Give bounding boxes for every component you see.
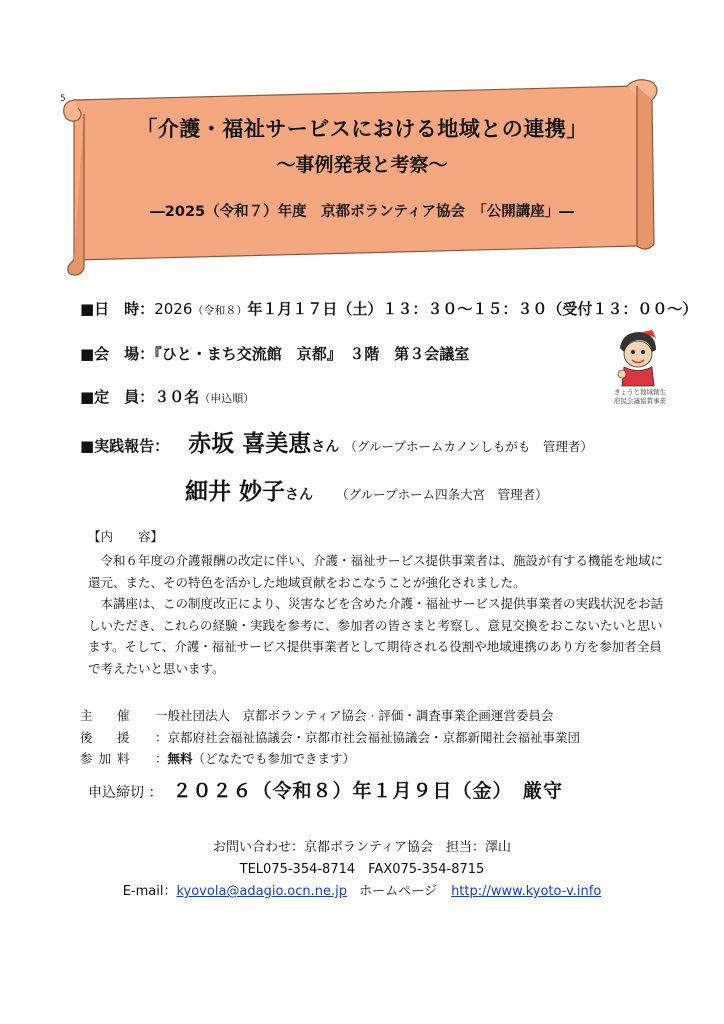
page-number: 5: [60, 94, 66, 104]
host-row: [80, 706, 553, 724]
mascot-caption-line2: 府民会議協賛事業: [614, 397, 666, 405]
contact-line3: [0, 880, 724, 899]
reporters-label: ■実践報告：: [80, 437, 170, 455]
content-paragraph: 令和６年度の介護報酬の改定に伴い、介護・福祉サービス提供事業者は、施設が有する機能を地域に還元、また、その特色を活かした地域貢献をおこなうことが強化されました。: [88, 553, 664, 590]
venue-value: 『ひと・まち交流館 京都』 ３階 第３会議室: [154, 345, 470, 363]
fee-note: （どなたでも参加できます）: [192, 751, 356, 766]
venue-row: [80, 343, 469, 364]
capacity-row: [80, 386, 254, 407]
event-title: 「介護・福祉サービスにおける地域との連携」: [136, 117, 588, 141]
fee-label: 参加料: [80, 751, 136, 766]
support-row: [80, 728, 580, 746]
host-label: 主 催: [80, 708, 136, 723]
fee-row: [80, 749, 355, 767]
fee-value: 無料: [167, 751, 193, 766]
deadline-value: ２０２６（令和８）年１月９日（金） 厳守: [172, 780, 563, 802]
contact-line1: お問い合わせ：京都ボランティア協会 担当：澤山: [213, 840, 511, 855]
content-heading: 【内 容】: [88, 529, 164, 544]
content-paragraph: 本講座は、この制度改正により、災害などを含めた介護・福祉サービス提供事業者の実践状況をお話しいただき、これらの経験・実践を参考に、参加者の皆さまと考察し、意見交換をおこないたいと思います。そして、介護・福祉サービス提供事業者として期待される役割や地域連携のあり方を参加者全員で考えたいと思います。: [88, 596, 664, 676]
scroll-shape: [62, 78, 662, 278]
deadline-label: 申込締切 ：: [88, 785, 163, 801]
reporter-row-1: [80, 425, 593, 458]
date-label: ■日 時：: [80, 300, 155, 318]
mascot-caption: [600, 388, 680, 406]
reporter-name: 細井 妙子: [185, 479, 286, 505]
reporter-honorific: さん: [285, 487, 314, 503]
capacity-note: （申込順）: [199, 392, 255, 405]
event-subtitle: ～事例発表と考察～: [276, 154, 448, 176]
reporter-row-2: [185, 473, 548, 506]
reporter-affiliation: （グループホーム四条大宮 管理者）: [336, 487, 548, 502]
event-series: ―2025（令和７）年度 京都ボランティア協会 「公開講座」―: [150, 204, 574, 220]
support-value: ：京都府社会福祉協議会・京都市社会福祉協議会・京都新聞社会福祉事業団: [155, 730, 581, 745]
date-value: 年１月１７日（土）１３：３０～１５：３０（受付１３：００～）: [247, 300, 698, 318]
content-body: [88, 550, 668, 679]
mascot-icon: [612, 330, 662, 390]
host-value: 一般社団法人 京都ボランティア協会 · 評価・調査事業企画運営委員会: [155, 708, 554, 723]
capacity-value: ３０名: [154, 388, 200, 406]
venue-label: ■会 場：: [80, 345, 155, 363]
capacity-label: ■定 員：: [80, 388, 155, 406]
email-link[interactable]: kyovola@adagio.ocn.ne.jp: [176, 884, 348, 899]
homepage-link[interactable]: http://www.kyoto-v.info: [451, 884, 602, 899]
deadline-row: [88, 776, 563, 803]
title-scroll-banner: [62, 78, 662, 278]
date-row: [80, 298, 697, 319]
date-year: 2026: [154, 300, 193, 318]
fee-sep: ：: [155, 751, 168, 766]
homepage-label: ホームページ: [359, 884, 437, 899]
date-era: （令和８）: [192, 304, 248, 317]
reporter-affiliation: （グループホームカノンしもがも 管理者）: [344, 439, 593, 454]
mascot-caption-line1: きょうと地域創生: [614, 388, 666, 396]
reporter-honorific: さん: [311, 439, 340, 455]
email-label: E-mail：: [122, 884, 177, 899]
support-label: 後 援: [80, 730, 136, 745]
reporter-name: 赤坂 喜美恵: [188, 431, 312, 457]
contact-phone-fax: TEL075-354-8714 FAX075-354-8715: [239, 862, 485, 877]
